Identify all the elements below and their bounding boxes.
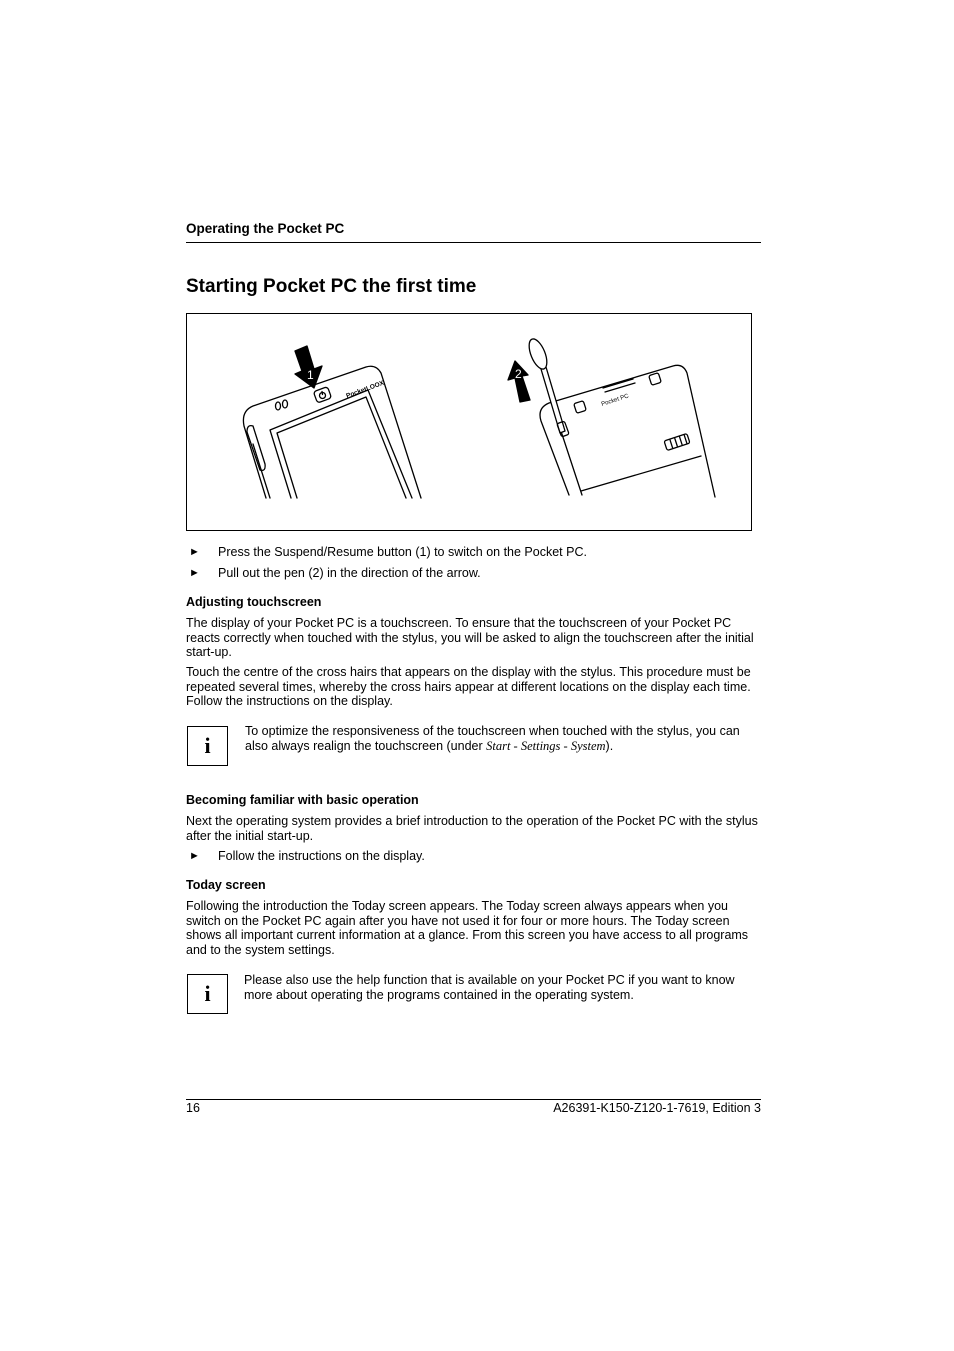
back-button	[574, 401, 587, 414]
info-icon: i	[187, 974, 228, 1014]
note-text-end: ).	[605, 738, 614, 753]
running-header: Operating the Pocket PC	[186, 221, 345, 236]
step-item	[186, 545, 761, 560]
battery-cover-edge	[581, 456, 701, 491]
front-screen-outer	[270, 390, 412, 498]
bullet-icon: ►	[189, 546, 200, 558]
bullet-icon: ►	[189, 850, 200, 862]
device-back-text: Pocket PC	[600, 393, 630, 408]
step-text: Follow the instructions on the display.	[218, 849, 425, 863]
label-1: 1	[307, 368, 314, 382]
stylus-knob	[526, 337, 551, 372]
bullet-icon: ►	[189, 567, 200, 579]
note-text	[245, 724, 765, 753]
front-screen-inner	[277, 397, 406, 498]
led-indicator	[283, 400, 288, 408]
subheading-today-screen: Today screen	[186, 878, 266, 892]
page-title: Starting Pocket PC the first time	[186, 276, 477, 297]
subheading-basic-operation: Becoming familiar with basic operation	[186, 793, 419, 807]
step-item	[186, 566, 761, 581]
pocket-pc-back	[508, 337, 715, 497]
info-icon: i	[187, 726, 228, 766]
back-button	[649, 373, 662, 386]
document-id: A26391-K150-Z120-1-7619, Edition 3	[553, 1101, 761, 1115]
step-text: Press the Suspend/Resume button (1) to switch on the Pocket PC.	[218, 545, 587, 559]
page-number: 16	[186, 1101, 200, 1115]
led-indicator	[276, 402, 281, 410]
note-text: Please also use the help function that is available on your Pocket PC if you want to know more about operating the programs contained in the operating system.	[244, 973, 735, 1002]
paragraph: Following the introduction the Today screen appears. The Today screen always appears when you switch on the Pocket PC again after you have not used it for four or more hours. The Today screen shows all important current information at a glance. From this screen you have access to all programs and to the system settings.	[186, 899, 749, 957]
grille-icon	[664, 434, 690, 451]
paragraph: Next the operating system provides a brief introduction to the operation of the Pocket PC with the stylus after the initial start-up.	[186, 814, 758, 843]
subheading-adjusting: Adjusting touchscreen	[186, 595, 322, 609]
menu-path: Start - Settings - System	[486, 738, 606, 753]
note-text-start: To optimize the responsiveness of the touchscreen when touched with the stylus, you can also always realign the touchscreen (under	[245, 724, 740, 753]
power-button-icon	[313, 387, 331, 403]
device-illustration	[187, 314, 751, 530]
speaker-slot	[603, 379, 633, 388]
paragraph: Touch the centre of the cross hairs that appears on the display with the stylus. This procedure must be repeated several times, whereby the cross hairs appear at different locations on the display each time. Follow the instructions on the display.	[186, 665, 751, 708]
step-text: Pull out the pen (2) in the direction of the arrow.	[218, 566, 481, 580]
paragraph: The display of your Pocket PC is a touchscreen. To ensure that the touchscreen of your Pocket PC reacts correctly when touched with the stylus, you will be asked to align the touchscreen after the initial start-up.	[186, 616, 754, 659]
logo-text: PocketLOOX	[345, 379, 386, 400]
pocket-pc-front	[243, 346, 421, 498]
header-rule	[186, 242, 761, 243]
stylus-shaft	[541, 367, 565, 433]
step-item	[186, 849, 761, 864]
device-figure	[186, 313, 752, 531]
label-2: 2	[515, 367, 522, 381]
footer-rule	[186, 1099, 761, 1100]
